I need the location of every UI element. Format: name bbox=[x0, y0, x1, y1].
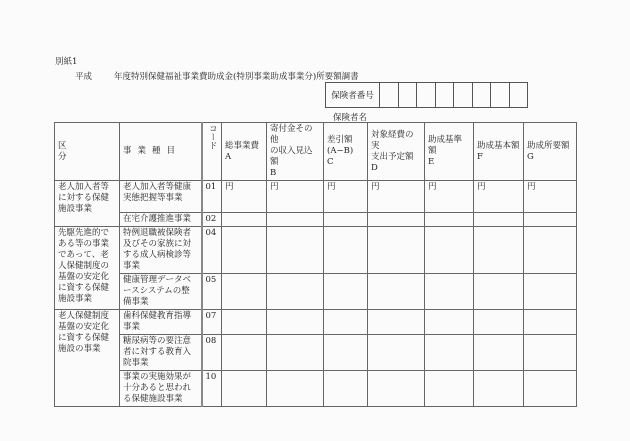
amount-cell[interactable] bbox=[324, 213, 368, 227]
amount-cell[interactable] bbox=[474, 227, 524, 274]
amount-cell[interactable] bbox=[368, 227, 425, 274]
insurer-number-digit[interactable] bbox=[491, 83, 510, 107]
subsidy-base-cell[interactable]: 円 bbox=[474, 181, 524, 213]
insurer-number-digit[interactable] bbox=[454, 83, 473, 107]
insurer-number-digit[interactable] bbox=[399, 83, 418, 107]
amount-cell[interactable] bbox=[474, 310, 524, 335]
header-text: 助成基本額 bbox=[477, 140, 520, 151]
code-cell: 01 bbox=[202, 181, 222, 213]
amount-cell[interactable] bbox=[524, 335, 577, 371]
amount-cell[interactable] bbox=[222, 213, 267, 227]
amount-cell[interactable] bbox=[425, 371, 474, 407]
amount-cell[interactable] bbox=[267, 274, 324, 310]
table-row bbox=[55, 371, 577, 407]
header-row bbox=[55, 123, 577, 181]
table-row bbox=[55, 181, 577, 213]
amount-cell[interactable] bbox=[267, 227, 324, 274]
subsidy-table bbox=[54, 122, 577, 407]
header-planned-expense bbox=[368, 123, 425, 181]
header-letter: A bbox=[225, 151, 232, 162]
project-cell: 事業の実施効果が十分あると思われる保健施設事業 bbox=[120, 371, 202, 407]
donations-cell[interactable]: 円 bbox=[267, 181, 324, 213]
header-subsidy-base bbox=[474, 123, 524, 181]
amount-cell[interactable] bbox=[474, 274, 524, 310]
header-text: 助成基準額 bbox=[428, 135, 463, 156]
amount-cell[interactable] bbox=[267, 213, 324, 227]
amount-cell[interactable] bbox=[324, 335, 368, 371]
header-letter: D bbox=[371, 162, 378, 173]
amount-cell[interactable] bbox=[267, 310, 324, 335]
subsidy-required-cell[interactable]: 円 bbox=[524, 181, 577, 213]
header-letter: C bbox=[327, 157, 334, 167]
insurer-number-label: 保険者番号 bbox=[326, 83, 380, 107]
amount-cell[interactable] bbox=[368, 213, 425, 227]
table-row bbox=[55, 335, 577, 371]
insurer-number-digit[interactable] bbox=[473, 83, 492, 107]
header-letter: E bbox=[428, 157, 435, 167]
header-difference bbox=[324, 123, 368, 181]
project-cell: 老人加入者等健康実態把握等事業 bbox=[120, 181, 202, 213]
amount-cell[interactable] bbox=[324, 371, 368, 407]
header-text: 差引額 bbox=[327, 135, 353, 145]
total-cost-cell[interactable]: 円 bbox=[222, 181, 267, 213]
table-row bbox=[55, 310, 577, 335]
amount-cell[interactable] bbox=[524, 310, 577, 335]
amount-cell[interactable] bbox=[222, 227, 267, 274]
amount-cell[interactable] bbox=[425, 227, 474, 274]
annex-label: 別紙1 bbox=[55, 57, 78, 67]
table-row bbox=[55, 274, 577, 310]
code-cell: 08 bbox=[202, 335, 222, 371]
code-cell: 04 bbox=[202, 227, 222, 274]
insurer-number-digit[interactable] bbox=[436, 83, 455, 107]
amount-cell[interactable] bbox=[368, 371, 425, 407]
project-cell: 在宅介護推進事業 bbox=[120, 213, 202, 227]
code-cell: 10 bbox=[202, 371, 222, 407]
header-text: 支出予定額 bbox=[371, 151, 414, 162]
header-total-cost bbox=[222, 123, 267, 181]
project-cell: 健康管理データベースシステムの整備事業 bbox=[120, 274, 202, 310]
category-cell: 老人加入者等に対する保健施設事業 bbox=[55, 181, 120, 227]
insurer-name-label: 保険者名 bbox=[333, 113, 368, 123]
planned-expense-cell[interactable]: 円 bbox=[368, 181, 425, 213]
header-letter: B bbox=[270, 168, 277, 178]
header-project-type: 事業種目 bbox=[120, 123, 202, 181]
header-text: 対象経費の実 bbox=[371, 129, 414, 151]
amount-cell[interactable] bbox=[524, 274, 577, 310]
category-cell: 先駆先進的である等の事業であって、老人保健制度の基盤の安定化に資する保健施設事業 bbox=[55, 227, 120, 310]
amount-cell[interactable] bbox=[425, 213, 474, 227]
header-subsidy-required bbox=[524, 123, 577, 181]
amount-cell[interactable] bbox=[474, 335, 524, 371]
amount-cell[interactable] bbox=[222, 335, 267, 371]
header-text: 寄付金その他 bbox=[270, 124, 313, 145]
amount-cell[interactable] bbox=[267, 335, 324, 371]
header-letter: G bbox=[527, 151, 534, 162]
code-cell: 02 bbox=[202, 213, 222, 227]
amount-cell[interactable] bbox=[474, 371, 524, 407]
amount-cell[interactable] bbox=[368, 274, 425, 310]
amount-cell[interactable] bbox=[524, 371, 577, 407]
amount-cell[interactable] bbox=[324, 310, 368, 335]
amount-cell[interactable] bbox=[222, 274, 267, 310]
header-category-a: 区 bbox=[58, 140, 73, 151]
title-text: 年度特別保健福祉事業費助成金(特別事業助成事業分)所要額調書 bbox=[114, 72, 359, 82]
amount-cell[interactable] bbox=[425, 335, 474, 371]
subsidy-standard-cell[interactable]: 円 bbox=[425, 181, 474, 213]
header-subsidy-standard bbox=[425, 123, 474, 181]
code-cell: 07 bbox=[202, 310, 222, 335]
header-donations bbox=[267, 123, 324, 181]
insurer-number-digit[interactable] bbox=[380, 83, 399, 107]
project-cell: 歯科保健教育指導事業 bbox=[120, 310, 202, 335]
header-code: コード bbox=[202, 123, 222, 181]
amount-cell[interactable] bbox=[368, 310, 425, 335]
header-letter: F bbox=[477, 151, 483, 162]
amount-cell[interactable] bbox=[368, 335, 425, 371]
table-row bbox=[55, 213, 577, 227]
amount-cell[interactable] bbox=[524, 213, 577, 227]
amount-cell[interactable] bbox=[425, 310, 474, 335]
code-cell: 05 bbox=[202, 274, 222, 310]
difference-cell[interactable]: 円 bbox=[324, 181, 368, 213]
project-cell: 糖尿病等の要注意者に対する教育入院事業 bbox=[120, 335, 202, 371]
category-cell: 老人保健制度基盤の安定化に資する保健施設の事業 bbox=[55, 310, 120, 407]
title-era: 平成 bbox=[75, 72, 93, 82]
document-title bbox=[75, 70, 359, 82]
header-category-b: 分 bbox=[58, 151, 73, 162]
insurer-number-digit[interactable] bbox=[417, 83, 436, 107]
amount-cell[interactable] bbox=[324, 227, 368, 274]
table-row bbox=[55, 227, 577, 274]
project-cell: 特例退職被保険者及びその家族に対する成人病検診等事業 bbox=[120, 227, 202, 274]
header-text: 助成所要額 bbox=[527, 140, 570, 151]
amount-cell[interactable] bbox=[524, 227, 577, 274]
header-text: (A−B) bbox=[327, 146, 354, 156]
insurer-number-box bbox=[325, 82, 528, 108]
header-text: 総事業費 bbox=[225, 140, 260, 151]
amount-cell[interactable] bbox=[425, 274, 474, 310]
amount-cell[interactable] bbox=[474, 213, 524, 227]
insurer-number-digit[interactable] bbox=[510, 83, 528, 107]
amount-cell[interactable] bbox=[222, 310, 267, 335]
header-category bbox=[55, 123, 120, 181]
header-text: の収入見込額 bbox=[270, 146, 313, 167]
amount-cell[interactable] bbox=[222, 371, 267, 407]
amount-cell[interactable] bbox=[267, 371, 324, 407]
amount-cell[interactable] bbox=[324, 274, 368, 310]
